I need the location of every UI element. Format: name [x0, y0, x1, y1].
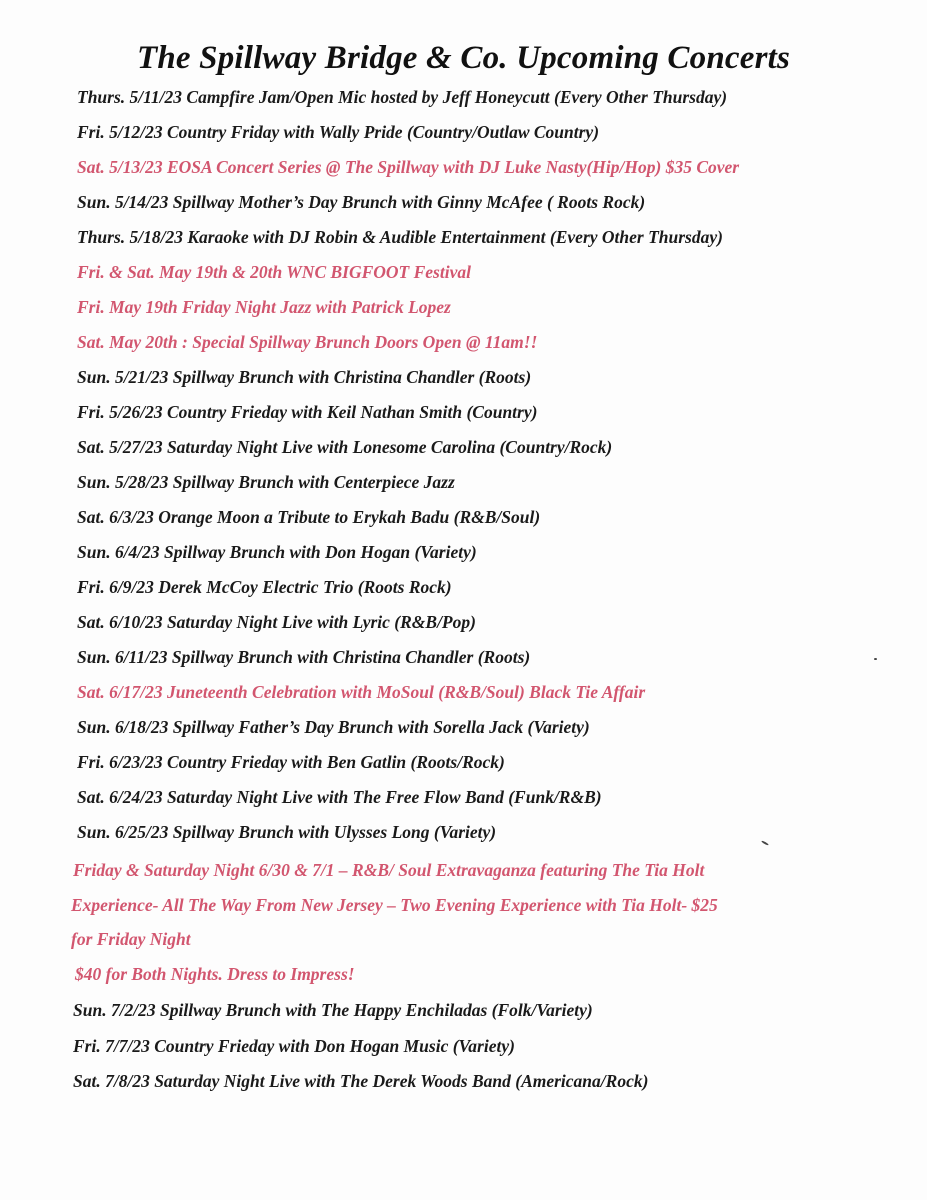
highlighted-listing-line: Sat. May 20th : Special Spillway Brunch Doors Open @ 11am!! — [77, 332, 538, 352]
listing-line: Sat. 6/10/23 Saturday Night Live with Lyric (R&B/Pop) — [77, 612, 476, 632]
listing-line: Fri. 6/9/23 Derek McCoy Electric Trio (Roots Rock) — [77, 577, 452, 597]
listing-line: Thurs. 5/11/23 Campfire Jam/Open Mic hosted by Jeff Honeycutt (Every Other Thursday) — [77, 87, 728, 107]
listing-line: Fri. 7/7/23 Country Frieday with Don Hogan Music (Variety) — [73, 1036, 515, 1056]
listing-line: Sun. 5/21/23 Spillway Brunch with Christina Chandler (Roots) — [77, 367, 532, 387]
highlighted-listing-line: for Friday Night — [71, 929, 191, 949]
listing-line: Sun. 6/25/23 Spillway Brunch with Ulysses Long (Variety) — [77, 822, 497, 842]
listing-line: Sat. 7/8/23 Saturday Night Live with The Derek Woods Band (Americana/Rock) — [73, 1071, 649, 1091]
listing-line: Sun. 6/11/23 Spillway Brunch with Christina Chandler (Roots) — [77, 647, 531, 667]
highlighted-listing-line: Fri. May 19th Friday Night Jazz with Patrick Lopez — [77, 297, 451, 317]
listing-line: Sun. 5/14/23 Spillway Mother’s Day Brunch with Ginny McAfee ( Roots Rock) — [77, 192, 646, 212]
listing-line: Sat. 6/3/23 Orange Moon a Tribute to Erykah Badu (R&B/Soul) — [77, 507, 541, 527]
listing-line: Sun. 7/2/23 Spillway Brunch with The Happy Enchiladas (Folk/Variety) — [73, 1000, 593, 1020]
page-title: The Spillway Bridge & Co. Upcoming Concerts — [136, 40, 791, 76]
listing-line: Sat. 6/24/23 Saturday Night Live with The Free Flow Band (Funk/R&B) — [77, 787, 602, 807]
listing-line: Sun. 6/18/23 Spillway Father’s Day Brunch with Sorella Jack (Variety) — [77, 717, 590, 737]
highlighted-listing-line: Fri. & Sat. May 19th & 20th WNC BIGFOOT Festival — [77, 262, 471, 282]
listing-line: Sun. 5/28/23 Spillway Brunch with Centerpiece Jazz — [77, 472, 455, 492]
highlighted-listing-line: $40 for Both Nights. Dress to Impress! — [75, 964, 355, 984]
highlighted-listing-line: Experience- All The Way From New Jersey – Two Evening Experience with Tia Holt- $25 — [71, 895, 718, 915]
listing-line: Fri. 5/12/23 Country Friday with Wally Pride (Country/Outlaw Country) — [77, 122, 600, 142]
listing-line: Fri. 6/23/23 Country Frieday with Ben Gatlin (Roots/Rock) — [77, 752, 505, 772]
listing-line: Sat. 5/27/23 Saturday Night Live with Lonesome Carolina (Country/Rock) — [77, 437, 613, 457]
highlighted-listing-line: Sat. 5/13/23 EOSA Concert Series @ The Spillway with DJ Luke Nasty(Hip/Hop) $35 Cover — [77, 157, 740, 177]
highlighted-listing-line: Sat. 6/17/23 Juneteenth Celebration with MoSoul (R&B/Soul) Black Tie Affair — [77, 682, 646, 702]
highlighted-listing-line: Friday & Saturday Night 6/30 & 7/1 – R&B/ Soul Extravaganza featuring The Tia Holt — [73, 860, 705, 880]
listing-line: Fri. 5/26/23 Country Frieday with Keil Nathan Smith (Country) — [77, 402, 538, 422]
scan-speck — [874, 658, 877, 660]
listing-line: Sun. 6/4/23 Spillway Brunch with Don Hogan (Variety) — [77, 542, 477, 562]
listing-line: Thurs. 5/18/23 Karaoke with DJ Robin & Audible Entertainment (Every Other Thursday) — [77, 227, 723, 247]
